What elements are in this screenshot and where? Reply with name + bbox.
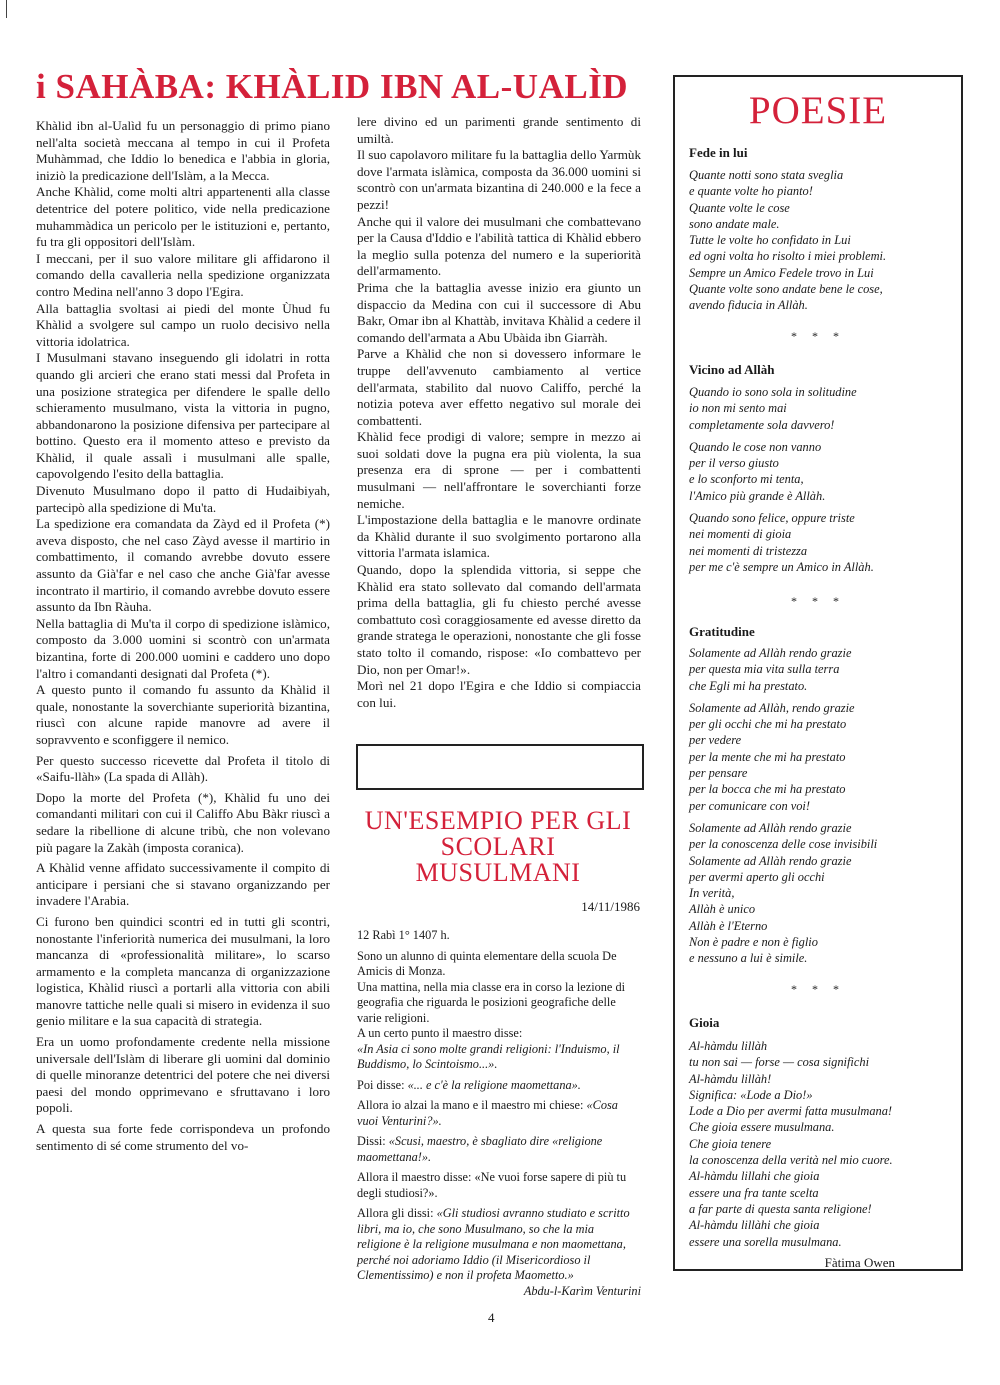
poem-line: e lo sconforto mi tenta, bbox=[689, 472, 804, 487]
poem-line: Al-hàmdu lillàh bbox=[689, 1039, 768, 1053]
article-paragraph: L'impostazione della battaglia e le manovre ordinate da Khàlid durante il suo svolgimento portarono alla vittoria l'armata islamica. bbox=[357, 512, 641, 561]
poems-title: POESIE bbox=[748, 89, 888, 132]
letter-paragraph: Sono un alunno di quinta elementare della scuola De Amicis di Monza. bbox=[357, 948, 617, 978]
article-paragraph: A Khàlid venne affidato successivamente il compito di anticipare i persiani che si stavano organizzando per invadere l'Arabia. bbox=[36, 860, 330, 909]
article-paragraph: lere divino ed un parimenti grande sentimento di umiltà. bbox=[357, 114, 641, 146]
poem-vicino bbox=[689, 384, 955, 575]
letter-text: Allora io alzai la mano e il maestro mi chiese: bbox=[357, 1098, 587, 1112]
poem-line: nei momenti di tristezza bbox=[689, 543, 808, 558]
article-column-2 bbox=[357, 114, 641, 711]
poem-line: In verità, bbox=[689, 886, 735, 901]
article-paragraph: Morì nel 21 dopo l'Egira e che Iddio si compiaccia con lui. bbox=[357, 678, 641, 710]
poem-line: Lode a Dio per avermi fatta musulmana! bbox=[689, 1104, 893, 1119]
poem-line: Solamente ad Allàh rendo grazie bbox=[689, 820, 852, 835]
letter-hijri-date: 12 Rabì 1° 1407 h. bbox=[357, 928, 450, 942]
poem-line: per vedere bbox=[689, 733, 742, 748]
poem-line: Al-hàmdu lillàh! bbox=[689, 1071, 772, 1086]
letter-signature: Abdu-l-Karìm Venturini bbox=[523, 1283, 641, 1298]
poem-line: e nessuno a lui è simile. bbox=[689, 951, 808, 966]
letter-text: Poi disse: bbox=[357, 1077, 408, 1092]
letter-title: UN'ESEMPIO PER GLI SCOLARI MUSULMANI bbox=[364, 806, 632, 887]
poem-line: Solamente ad Allàh rendo grazie bbox=[689, 853, 852, 868]
poem-line: Quante volte le cose bbox=[689, 200, 790, 215]
article-paragraph: A questa sua forte fede corrispondeva un profondo sentimento di sé come strumento del vo- bbox=[36, 1121, 330, 1153]
article-paragraph: Quando, dopo la splendida vittoria, si seppe che Khàlid era stato sollevato dal comando dell'armata prima della battaglia, gli fu chiesto perché avesse combattuto così coraggiosamente ed avesse diretto da grande stratega le operazioni, nonostante che gli fosse stato tolto il comando, rispose: «Io combattevo per Dio, non per Omar!». bbox=[357, 562, 641, 677]
article-paragraph: I Musulmani stavano inseguendo gli idolatri in rotta quando gli arcieri che erano stati messi dal Profeta in una posizione strategica per difendere le spalle dello schieramento musulmano, vista la vittoria in pugno, abbandonarono la posizione difensiva per partecipare al bottino. Questo era il momento atteso e previsto da Khàlid, il quale assalì i musulmani alle spalle, capovolgendo l'esito della battaglia. bbox=[36, 350, 330, 482]
poem-line: Solamente ad Allàh, rendo grazie bbox=[689, 700, 855, 715]
poem-line: Non è padre e non è figlio bbox=[689, 935, 818, 950]
article-paragraph: Prima che la battaglia avesse inizio era giunto un dispaccio da Medina con cui il successore di Abu Bakr, Omar ibn al Khattàb, invitava Khàlid a cedere il comando dell'armata a Abu Ubàida ibn Giarràh. bbox=[357, 279, 641, 345]
article-paragraph: Khàlid ibn al-Ualìd fu un personaggio di primo piano nell'alta società meccana al tempo in cui il Profeta Muhàmmad, che Iddio lo benedica e l'abbia in gloria, iniziò la predicazione dell'Islàm, a la Mecca. bbox=[36, 118, 330, 183]
separator-stars: * * * bbox=[791, 594, 845, 608]
article-paragraph: Dopo la morte del Profeta (*), Khàlid fu uno dei comandanti militari con cui il Califfo Abu Bàkr riuscì a sedare la ribellione di alcune tribù, che non volevano più pagare la Zakàh (imposta coranica). bbox=[36, 789, 330, 855]
poem-line: Solamente ad Allàh rendo grazie bbox=[689, 646, 852, 660]
article-paragraph: Divenuto Musulmano dopo il patto di Hudaibiyah, partecipò alla spedizione di Mu'ta. bbox=[36, 483, 330, 515]
poem-fede bbox=[689, 167, 955, 314]
poem-gratitudine bbox=[689, 645, 955, 967]
poem-line: per avermi aperto gli occhi bbox=[689, 869, 825, 884]
poem-line: essere una sorella musulmana. bbox=[689, 1234, 842, 1249]
poem-line: Che gioia tenere bbox=[689, 1136, 772, 1151]
poem-line: Al-hàmdu lillàhi che gioia bbox=[689, 1218, 820, 1233]
poem-line: a far parte di questa santa religione! bbox=[689, 1201, 872, 1216]
article-column-1 bbox=[36, 118, 330, 1154]
page-edge-mark bbox=[6, 0, 7, 18]
letter-date: 14/11/1986 bbox=[581, 899, 640, 914]
article-paragraph: Parve a Khàlid che non si dovessero informare le truppe dell'avvenuto cambiamento al vertice dell'armata, stabilito dal nuovo Califfo, perché la notizia poteva aver effetto negativo sul morale dei combattenti. bbox=[357, 346, 641, 428]
poem-line: Allàh è l'Eterno bbox=[689, 918, 768, 933]
poem-line: ed ogni volta ho risolto i miei problemi. bbox=[689, 249, 887, 264]
poem-line: per il verso giusto bbox=[689, 456, 779, 471]
poem-line: e quante volte ho pianto! bbox=[689, 184, 813, 199]
letter-text: Dissi: bbox=[357, 1134, 389, 1148]
poem-line: la conoscenza della verità nel mio cuore. bbox=[689, 1153, 893, 1168]
poem-heading-gratitudine: Gratitudine bbox=[689, 624, 755, 639]
letter-paragraph: A un certo punto il maestro disse: bbox=[357, 1026, 523, 1040]
article-title: i SAHÀBA: KHÀLID IBN AL-UALÌD bbox=[36, 67, 629, 106]
article-paragraph: Nella battaglia di Mu'ta il corpo di spedizione islàmico, composto da 3.000 uomini si scontrò con un'armata bizantina, forte di 200.000 uomini e caddero uno dopo l'altro i comandanti designati dal Profeta (*). bbox=[36, 615, 330, 681]
poem-line: Al-hàmdu lillahi che gioia bbox=[689, 1169, 820, 1184]
poem-line: Che gioia essere musulmana. bbox=[689, 1120, 835, 1135]
page-number: 4 bbox=[488, 1310, 495, 1325]
poem-line: per comunicare con voi! bbox=[689, 798, 810, 813]
poem-line: Significa: «Lode a Dio!» bbox=[689, 1087, 813, 1102]
article-paragraph: Era un uomo profondamente credente nella missione universale dell'Islàm di liberare gli uomini dal dominio di quelle minoranze detentrici del potere che nei diversi paesi del mondo opprimevano e sfruttavano i loro popoli. bbox=[36, 1034, 330, 1116]
poem-line: avendo fiducia in Allàh. bbox=[689, 298, 808, 313]
poem-line: completamente sola davvero! bbox=[689, 417, 835, 432]
poem-line: Tutte le volte ho confidato in Lui bbox=[689, 233, 851, 248]
article-paragraph: Ci furono ben quindici scontri ed in tutti gli scontri, nonostante l'inferiorità numerica dei musulmani, la loro mancanza di «professionalità militare», lo scarso armamento e la completa mancanza di organizzazione logistica, Khàlid riuscì a portarli alla vittoria con abili manovre tattiche nelle quali si misero in evidenza il suo genio militare e la sua capacità di strategia. bbox=[36, 913, 330, 1029]
article-paragraph: I meccani, per il suo valore militare gli affidarono il comando della cavalleria nella spedizione organizzata contro Medina nell'anno 3 dopo l'Egira. bbox=[36, 250, 330, 299]
separator-stars: * * * bbox=[791, 982, 845, 996]
poem-line: Quando sono felice, oppure triste bbox=[689, 511, 855, 526]
poem-line: Quando io sono sola in solitudine bbox=[689, 385, 857, 399]
poem-line: sono andate male. bbox=[689, 216, 780, 231]
poem-line: per la conoscenza delle cose invisibili bbox=[689, 837, 878, 852]
poem-line: per la bocca che mi ha prestato bbox=[689, 782, 846, 797]
letter-text: Allora gli dissi: bbox=[357, 1206, 437, 1220]
article-paragraph: Per questo successo ricevette dal Profeta il titolo di «Saifu-llàh» (La spada di Allàh). bbox=[36, 752, 330, 785]
poem-line: per questa mia vita sulla terra bbox=[689, 662, 840, 677]
poems-box bbox=[673, 75, 963, 1271]
poem-line: per pensare bbox=[689, 766, 748, 781]
poem-heading-vicino: Vicino ad Allàh bbox=[689, 362, 775, 377]
poem-line: per gli occhi che mi ha prestato bbox=[689, 717, 847, 732]
letter-quote: «Cosa vuoi Venturini?». bbox=[357, 1098, 618, 1128]
article-paragraph: A questo punto il comando fu assunto da Khàlid il quale, nonostante la soverchiante superiorità bizantina, riuscì con alcune rapide manovre ad avere il sopravvento e sconfiggere il nemico. bbox=[36, 682, 330, 747]
letter-quote: «Scusi, maestro, è sbagliato dire «religione maomettana!». bbox=[357, 1134, 603, 1164]
poem-line: Allàh è unico bbox=[689, 902, 756, 917]
separator-stars: * * * bbox=[791, 329, 845, 343]
poem-line: essere una fra tante scelta bbox=[689, 1185, 819, 1200]
poem-line: Quando le cose non vanno bbox=[689, 439, 822, 454]
article-paragraph: Khàlid fece prodigi di valore; sempre in mezzo ai suoi soldati dove la pugna era più violenta, la sua presenza era di sprone — per i combattenti musulmani — nell'affrontare le soverchianti forze nemiche. bbox=[357, 429, 641, 511]
poem-line: per me c'è sempre un Amico in Allàh. bbox=[689, 559, 874, 574]
poem-line: io non mi sento mai bbox=[689, 401, 787, 416]
poem-heading-gioia: Gioia bbox=[689, 1015, 720, 1030]
poem-line: l'Amico più grande è Allàh. bbox=[689, 488, 826, 503]
article-paragraph: Alla battaglia svoltasi ai piedi del monte Ùhud fu Khàlid a svolgere sul campo un ruolo decisivo nella vittoria idolatrica. bbox=[36, 300, 330, 349]
letter-paragraph: Allora il maestro disse: «Ne vuoi forse sapere di più tu degli studiosi?». bbox=[357, 1170, 627, 1200]
letter-quote: «In Asia ci sono molte grandi religioni: l'Induismo, il Buddismo, lo Scintoismo...». bbox=[357, 1041, 620, 1071]
poem-line: Quante notti sono stata sveglia bbox=[689, 168, 844, 182]
poems-author: Fàtima Owen bbox=[824, 1255, 895, 1270]
poem-line: per la mente che mi ha prestato bbox=[689, 749, 846, 764]
poem-heading-fede: Fede in lui bbox=[689, 145, 748, 160]
letter-body bbox=[357, 928, 641, 1299]
letter-quote: «Gli studiosi avranno studiato e scritto libri, ma io, che sono Musulmano, so che la mia religione è la religione musulmana e non maomettana, perché noi adoriamo Iddio (il Misericordioso il Clementissimo) e non il profeta Maometto.» bbox=[357, 1206, 630, 1282]
article-paragraph: La spedizione era comandata da Zàyd ed il Profeta (*) aveva disposto, che nel caso Zàyd avesse il martirio in combattimento, il comando avrebbe dovuto essere assunto da Già'far e nel caso che anche Già'far avesse incontrato il martirio, il comando avrebbe dovuto essere assunto da Ibn Ràuha. bbox=[36, 516, 330, 615]
poem-line: Sempre un Amico Fedele trovo in Lui bbox=[689, 265, 874, 280]
poem-line: tu non sai — forse — cosa significhi bbox=[689, 1055, 870, 1070]
letter-paragraph: Una mattina, nella mia classe era in corso la lezione di geografia che riguarda le posizioni geografiche delle varie religioni. bbox=[357, 979, 626, 1025]
poem-line: nei momenti di gioia bbox=[689, 527, 792, 542]
poem-line: Quante volte sono andate bene le cose, bbox=[689, 282, 883, 297]
poem-gioia bbox=[689, 1038, 955, 1250]
poem-line: che Egli mi ha prestato. bbox=[689, 678, 808, 693]
article-paragraph: Anche Khàlid, come molti altri appartenenti alla classe detentrice del potere politico, vide nella predicazione muhammàdica un pericolo per le istituzioni e, pertanto, fu tra gli oppositori dell'Islàm. bbox=[36, 184, 330, 250]
article-paragraph: Il suo capolavoro militare fu la battaglia dello Yarmùk dove l'armata islàmica, composta da 36.000 uomini si scontrò con un'armata bizantina di 240.000 e la fece a pezzi! bbox=[357, 147, 641, 212]
empty-frame-box bbox=[356, 744, 644, 790]
letter-quote: «... e c'è la religione maomettana». bbox=[407, 1077, 581, 1092]
article-paragraph: Anche qui il valore dei musulmani che combattevano per la Causa d'Iddio e l'abilità tattica di Khàlid ebbero la meglio sulla potenza del numero e la superiorità dell'armamento. bbox=[357, 213, 641, 279]
